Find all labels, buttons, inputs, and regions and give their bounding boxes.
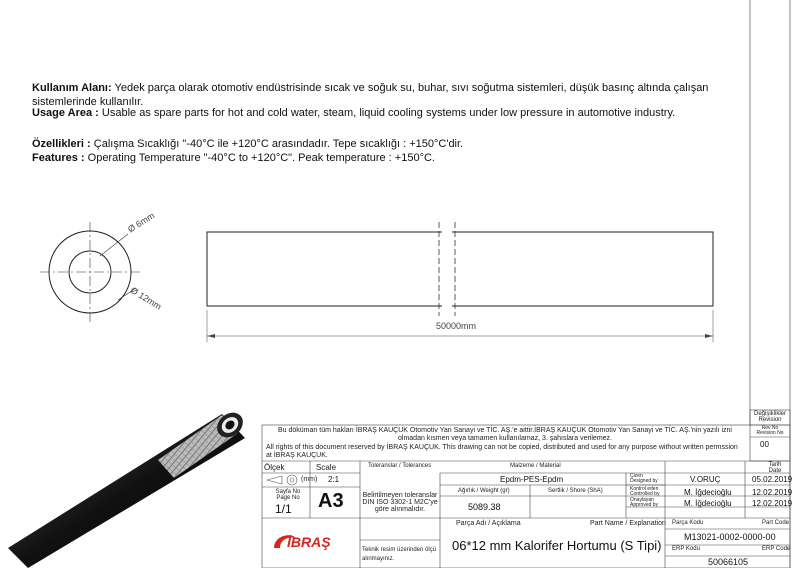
usage-tr-label: Kullanım Alanı: (32, 82, 112, 94)
erp-code: 50066105 (708, 557, 749, 567)
controlled-label: Kontrol eden Controlled by (630, 486, 660, 497)
inner-diameter-label: Ø 6mm (126, 210, 157, 235)
hose-illustration (8, 408, 248, 568)
sheet-size: A3 (318, 490, 344, 512)
erp-label: ERP Kodu (672, 546, 700, 552)
length-label: 50000mm (436, 321, 477, 331)
material-value: Epdm-PES-Epdm (500, 475, 564, 484)
note-text: Teknik resim üzerinden ölçü alınmayınız. (362, 547, 437, 562)
revision-no: 00 (760, 440, 769, 449)
olcek-label: Ölçek (264, 463, 285, 472)
projection-symbol (267, 475, 297, 485)
cross-section (40, 222, 140, 322)
page-no: 1/1 (275, 502, 292, 516)
usage-en-text: Usable as spare parts for hot and cold water, steam, liquid cooling systems under low pressure in automotive industry. (101, 107, 676, 119)
drawn-date: 05.02.2019 (752, 475, 793, 484)
part-name: 06*12 mm Kalorifer Hortumu (S Tipi) (452, 538, 662, 553)
features-tr-label: Özellikleri : (32, 138, 91, 150)
approved-by: M. İğdecioğlu (684, 499, 732, 508)
part-code-label: Parça Kodu (672, 520, 704, 526)
usage-en-label: Usage Area : (32, 107, 99, 119)
ibras-logo-text: İBRAŞ (287, 534, 331, 550)
page-no-label: Sayfa No Page No (275, 489, 301, 501)
copyright-tr: Bu döküman tüm hakları İBRAŞ KAUÇUK Otomotiv Yan Sanayi ve TİC. AŞ.'e aittir.İBRAŞ KAUÇUK Otomotiv Yan Sanayi ve TİC. AŞ.'nin yazılı izni olmadan kısmen veya tamamen kullanılamaz, 3. şahıslara verilemez. (278, 427, 732, 442)
outer-diameter-label: Ø 12mm (128, 285, 164, 312)
scale-label: Scale (316, 463, 337, 472)
scale-value: 2:1 (328, 475, 340, 484)
controlled-date: 12.02.2019 (752, 488, 793, 497)
controlled-by: M. İğdecioğlu (684, 488, 732, 497)
features-en-label: Features : (32, 152, 85, 164)
part-code-en-label: Part Code (762, 520, 790, 526)
date-header: Tarih Date (768, 462, 782, 474)
features-tr-text: Çalışma Sıcaklığı "-40°C ile +120°C arasındadır. Tepe sıcaklığı : +150°C'dir. (93, 138, 464, 150)
approved-date: 12.02.2019 (752, 499, 793, 508)
hardness-label: Sertlik / Shore (ShA) (548, 488, 603, 494)
part-name-tr-label: Parça Adı / Açıklama (456, 520, 521, 527)
revision-header: Değişiklikler Revision (753, 411, 786, 423)
part-code: M13021-0002-0000-00 (684, 532, 776, 542)
weight-value: 5089.38 (468, 502, 501, 512)
tolerance-text: Belirtilmeyen toleranslar DIN ISO 3302-1 M2C'ye göre alınmalıdır. (362, 492, 438, 513)
usage-tr-text: Yedek parça olarak otomotiv endüstrisinde sıcak ve soğuk su, buhar, sıvı soğutma sistemleri, düşük basınç altında çalışan sistemlerinde kullanılır. (32, 82, 709, 108)
drawn-by: V.ORUÇ (690, 475, 721, 484)
mm-label: (mm) (301, 476, 318, 483)
erp-en-label: ERP Code (762, 546, 791, 552)
material-label: Malzeme / Material (510, 463, 561, 469)
revision-no-label: Rev No Revision No (756, 425, 784, 436)
drawn-label: Çizen Designed by (630, 473, 658, 484)
part-name-en-label: Part Name / Explanation (590, 520, 666, 527)
features-en-text: Operating Temperature "-40°C to +120°C". Peak temperature : +150°C. (87, 152, 435, 164)
weight-label: Ağırlık / Weight (gr) (458, 488, 510, 494)
approved-label: Onaylayan Approved by (630, 497, 659, 508)
copyright-en: All rights of this document reserved by İBRAŞ KAUÇUK. This drawing can not be copied, distributed and used for any purpose without written permssion at İBRAŞ KAUÇUK. (266, 444, 738, 459)
tolerances-label: Toleranslar / Tolerances (368, 463, 432, 469)
